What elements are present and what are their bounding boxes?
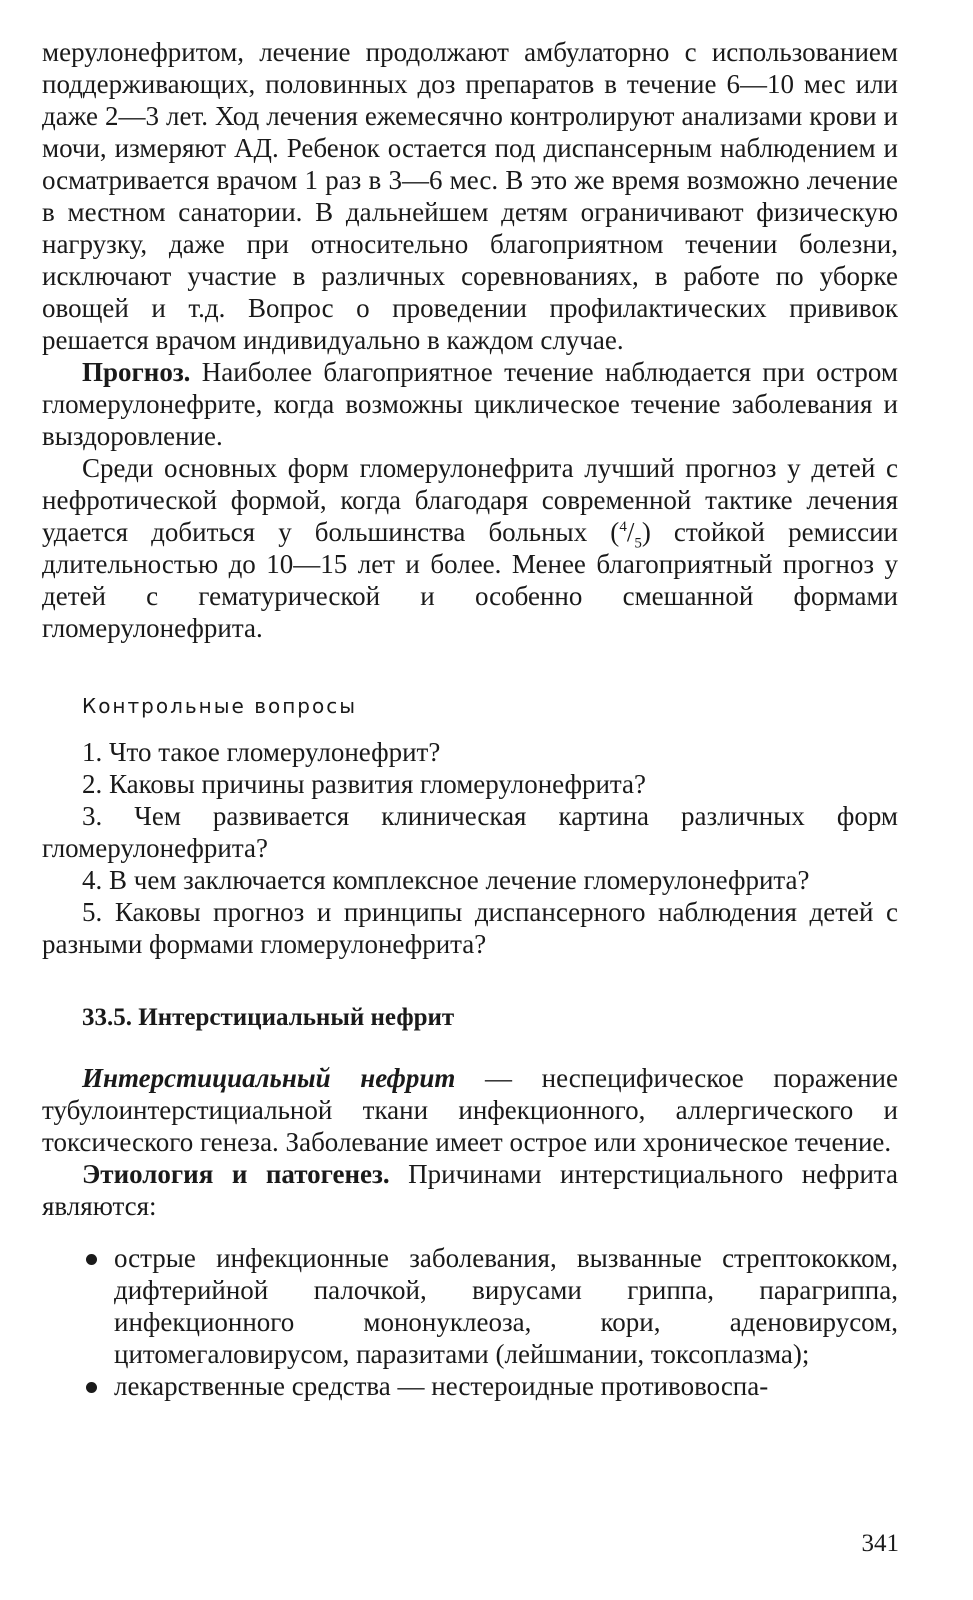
list-item-text: лекарственные средства — нестероидные противовоспа- bbox=[114, 1371, 769, 1401]
prognosis-text: Наиболее благоприятное течение наблюдается при остром гломерулонефрите, когда возможны циклическое течение заболевания и выздоровление. bbox=[42, 357, 898, 451]
etiology-lead: Этиология и патогенез. bbox=[82, 1159, 390, 1189]
forms-text-b: ) стойкой ремиссии длительностью до 10—15 лет и более. Менее благоприятный прогноз у детей с гематурической и особенно смешанной формами гломерулонефрита. bbox=[42, 517, 899, 643]
etiology-text: Причинами интерстициального нефрита являются: bbox=[42, 1159, 899, 1221]
bullet-icon bbox=[86, 1382, 97, 1393]
page-number: 341 bbox=[861, 1530, 899, 1557]
paragraph-treatment: мерулонефритом, лечение продолжают амбулаторно с использованием поддерживающих, половинных доз препаратов в течение 6—10 мес или даже 2—3 лет. Ход лечения ежемесячно контролируют анализами крови и мочи, измеряют АД. Ребенок остается под диспансерным наблюдением и осматривается врачом 1 раз в 3—6 мес. В это же время возможно лечение в местном санатории. В дальнейшем детям ограничивают физическую нагрузку, даже при относительно благоприятном течении болезни, исключают участие в различных соревнованиях, в работе по уборке овощей и т.д. Вопрос о проведении профилактических прививок решается врачом индивидуально в каждом случае. bbox=[42, 37, 898, 355]
fraction-slash: / bbox=[626, 517, 635, 547]
section-heading: 33.5. Интерстициальный нефрит bbox=[82, 1004, 455, 1031]
fraction-denominator: 5 bbox=[634, 535, 642, 552]
causes-list bbox=[42, 1242, 898, 1402]
list-item bbox=[42, 1242, 898, 1370]
questions-list bbox=[42, 736, 898, 960]
page-body bbox=[42, 36, 898, 1402]
list-item bbox=[42, 1370, 898, 1402]
paragraph-definition bbox=[42, 1062, 898, 1158]
paragraph-forms-prognosis bbox=[42, 452, 898, 644]
paragraph-prognosis bbox=[42, 356, 898, 452]
fraction-numerator: 4 bbox=[619, 519, 627, 535]
paragraph-etiology bbox=[42, 1158, 898, 1222]
question-item: 5. Каковы прогноз и принципы диспансерного наблюдения детей с разными формами гломерулонефрита? bbox=[42, 897, 898, 959]
prognosis-lead: Прогноз. bbox=[82, 357, 191, 387]
question-item: 3. Чем развивается клиническая картина различных форм гломерулонефрита? bbox=[42, 801, 898, 863]
bullet-icon bbox=[86, 1254, 97, 1265]
question-item: 4. В чем заключается комплексное лечение гломерулонефрита? bbox=[82, 865, 810, 895]
definition-term: Интерстициальный нефрит bbox=[82, 1063, 456, 1093]
list-item-text: острые инфекционные заболевания, вызванные стрептококком, дифтерийной палочкой, вирусами гриппа, парагриппа, инфекционного мононуклеоза, кори, аденовирусом, цитомегаловирусом, паразитами (лейшмании, токсоплазма); bbox=[114, 1243, 898, 1369]
questions-title: Контрольные вопросы bbox=[82, 694, 358, 718]
question-item: 2. Каковы причины развития гломерулонефрита? bbox=[82, 769, 647, 799]
forms-text-a: Среди основных форм гломерулонефрита лучший прогноз у детей с нефротической формой, когда благодаря современной тактике лечения удается добиться у большинства больных ( bbox=[42, 453, 898, 547]
question-item: 1. Что такое гломерулонефрит? bbox=[82, 737, 441, 767]
definition-text: — неспецифическое поражение тубулоинтерстициальной ткани инфекционного, аллергического и токсического генеза. Заболевание имеет острое или хроническое течение. bbox=[42, 1063, 898, 1157]
